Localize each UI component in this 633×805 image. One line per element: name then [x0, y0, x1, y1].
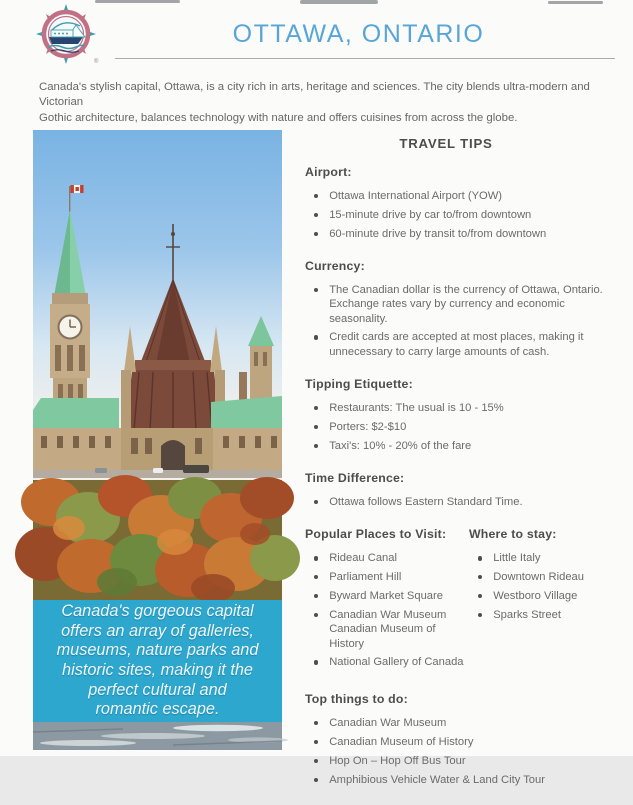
bullet-dot: [314, 759, 318, 763]
bullet-dot: [314, 721, 318, 725]
bullet-text: National Gallery of Canada: [329, 656, 464, 669]
autumn-trees: [15, 475, 300, 605]
bullet-item: [478, 570, 625, 584]
bullet-text: 15-minute drive by car to/from downtown: [329, 208, 532, 221]
bullet-item: [314, 570, 469, 584]
cruise-compass-logo-svg: [28, 3, 104, 71]
bullet-item: [314, 420, 625, 434]
section-where-to-stay: [469, 527, 625, 674]
bullet-text: Little Italy: [493, 552, 541, 565]
section-heading: Tipping Etiquette:: [305, 377, 413, 392]
bullet-item: [314, 283, 625, 326]
bullet-dot: [478, 594, 482, 598]
scan-artifact: [95, 0, 180, 3]
bullet-item: [314, 608, 469, 651]
tipping-list: [305, 401, 625, 453]
intro-paragraph: Canada's stylish capital, Ottawa, is a city rich in arts, heritage and sciences. The city blends ultra-modern and Victorian Gothic architecture, balances technology with nature and offers cuisines from across the globe.: [39, 81, 590, 124]
bullet-text: Hop On – Hop Off Bus Tour: [329, 754, 466, 767]
bullet-item: [478, 551, 625, 565]
section-airport: [305, 165, 625, 241]
section-heading: Time Difference:: [305, 471, 405, 486]
bullet-dot: [314, 778, 318, 782]
section-time-difference: [305, 471, 625, 509]
airport-list: [305, 189, 625, 241]
bullet-dot: [314, 660, 318, 664]
bullet-dot: [314, 575, 318, 579]
svg-text:®: ®: [94, 59, 99, 65]
time-difference-list: [305, 495, 625, 509]
section-heading: Top things to do:: [305, 692, 408, 707]
bullet-dot: [478, 556, 482, 560]
bullet-dot: [314, 444, 318, 448]
top-things-list: [305, 716, 625, 787]
bullet-item: [314, 208, 625, 222]
bullet-text: The Canadian dollar is the currency of Ottawa, Ontario. Exchange rates vary by currency and economic seasonality.: [329, 283, 603, 325]
currency-list: [305, 283, 625, 359]
section-tipping: [305, 377, 625, 453]
bullet-text: Downtown Rideau: [493, 571, 584, 584]
bullet-dot: [478, 575, 482, 579]
bullet-text: Sparks Street: [493, 608, 561, 621]
scan-artifact: [548, 1, 603, 4]
travel-tips-panel: [305, 132, 625, 805]
section-heading: Popular Places to Visit:: [305, 527, 447, 542]
section-heading: Airport:: [305, 165, 352, 179]
bullet-text: 60-minute drive by transit to/from downtown: [329, 227, 547, 240]
bullet-dot: [314, 232, 318, 236]
bullet-dot: [314, 740, 318, 744]
bullet-text: Ottawa International Airport (YOW): [329, 190, 503, 202]
bullet-item: [314, 189, 625, 203]
cruise-line-logo: [28, 3, 104, 71]
bullet-item: [314, 773, 625, 787]
bullet-text: Westboro Village: [493, 590, 578, 603]
bullet-item: [314, 754, 625, 768]
bullet-text: Byward Market Square: [329, 590, 443, 603]
bullet-item: [314, 589, 469, 603]
header-divider: [115, 58, 615, 59]
bullet-text: Porters: $2-$10: [329, 420, 407, 433]
scan-artifact: [300, 0, 378, 4]
bullet-dot: [314, 335, 318, 339]
bullet-item: [314, 716, 625, 730]
bullet-text: Parliament Hill: [329, 571, 402, 584]
bullet-text: Canadian War Museum Canadian Museum of History: [329, 608, 447, 650]
bullet-dot: [314, 425, 318, 429]
bullet-item: [478, 589, 625, 603]
bullet-text: Rideau Canal: [329, 552, 397, 565]
bullet-item: [314, 495, 625, 509]
bullet-dot: [314, 556, 318, 560]
bullet-item: [314, 227, 625, 241]
bullet-text: Amphibious Vehicle Water & Land City Tour: [329, 773, 545, 786]
bullet-text: Taxi's: 10% - 20% of the fare: [329, 439, 472, 452]
bullet-dot: [314, 288, 318, 292]
bullet-item: [314, 655, 469, 669]
bullet-item: [478, 608, 625, 622]
bullet-text: Ottawa follows Eastern Standard Time.: [329, 496, 523, 509]
section-currency: [305, 259, 625, 359]
bullet-item: [314, 401, 625, 415]
bullet-dot: [314, 194, 318, 198]
section-popular-places: [305, 527, 469, 674]
bullet-text: Credit cards are accepted at most places, making it unnecessary to carry large amounts of cash.: [329, 331, 584, 358]
bullet-dot: [314, 594, 318, 598]
bullet-dot: [314, 613, 318, 617]
section-heading: Currency:: [305, 258, 365, 273]
bullet-item: [314, 735, 625, 749]
bullet-item: [314, 439, 625, 453]
page-title: OTTAWA, ONTARIO: [232, 20, 485, 48]
bullet-dot: [314, 406, 318, 410]
bullet-item: [314, 551, 469, 565]
photo-caption: Canada's gorgeous capital offers an array of galleries, museums, nature parks and historic sites, making it the perfect cultural and romantic escape.: [33, 600, 282, 722]
popular-places-list: [305, 551, 469, 669]
where-to-stay-list: [469, 551, 625, 622]
bullet-text: Canadian War Museum: [329, 717, 447, 730]
bullet-dot: [478, 613, 482, 617]
bullet-text: Canadian Museum of History: [329, 736, 474, 749]
travel-tips-title: TRAVEL TIPS: [399, 136, 493, 151]
section-heading: Where to stay:: [469, 527, 557, 542]
places-columns: [305, 527, 625, 692]
parliament-hill-photo: [33, 130, 282, 750]
bullet-text: Restaurants: The usual is 10 - 15%: [329, 402, 504, 415]
section-top-things: [305, 692, 625, 787]
bullet-item: [314, 330, 625, 359]
bullet-dot: [314, 213, 318, 217]
bullet-dot: [314, 500, 318, 504]
